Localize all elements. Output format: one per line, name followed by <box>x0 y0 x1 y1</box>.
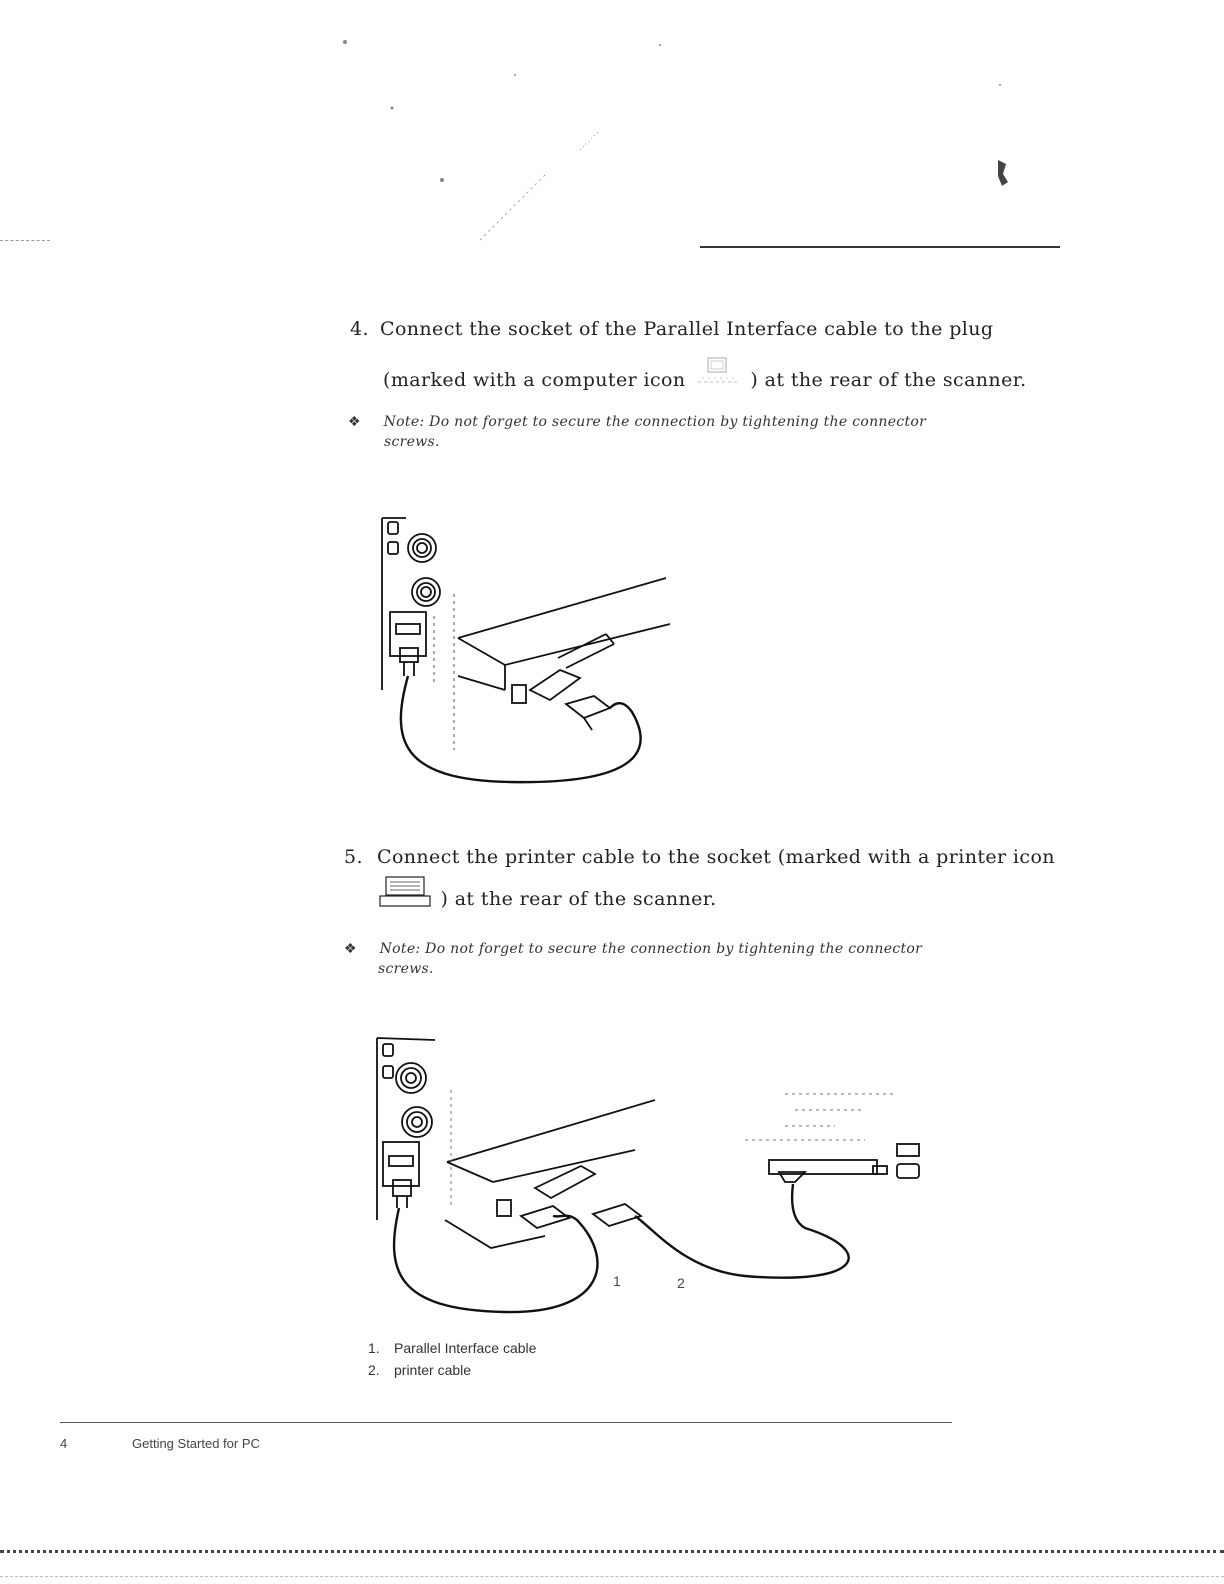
note-bullet-icon: ❖ <box>344 941 357 957</box>
step-text-line1: Connect the socket of the Parallel Interface cable to the plug <box>380 318 994 340</box>
step-5 <box>344 846 1055 868</box>
legend-label: Parallel Interface cable <box>394 1340 537 1356</box>
legend-number: 2. <box>368 1362 380 1378</box>
legend-item <box>368 1340 536 1362</box>
step-number: 5. <box>344 846 363 868</box>
step-number: 4. <box>350 318 369 340</box>
figure-scanner-pc-connection <box>370 500 690 800</box>
figure-scanner-pc-printer-connection <box>365 1030 945 1330</box>
step-text-line2-after: ) at the rear of the scanner. <box>440 888 717 910</box>
step-text-line2-after: ) at the rear of the scanner. <box>750 369 1027 391</box>
figure-legend <box>368 1340 536 1384</box>
scan-speckles <box>0 0 1224 260</box>
step-4 <box>350 318 993 340</box>
note-text-line1: Note: Do not forget to secure the connection by tightening the connector <box>379 941 923 957</box>
step-5-line2 <box>378 876 717 912</box>
footer-title: Getting Started for PC <box>132 1436 260 1451</box>
computer-icon <box>692 356 744 390</box>
note-text-line1: Note: Do not forget to secure the connection by tightening the connector <box>383 414 927 430</box>
note-1 <box>348 414 926 430</box>
note-2 <box>344 941 922 957</box>
printer-icon <box>378 874 434 910</box>
note-2-line2: screws. <box>378 961 434 977</box>
page-number: 4 <box>60 1436 68 1451</box>
legend-item <box>368 1362 536 1384</box>
step-text-line2-before: (marked with a computer icon <box>383 369 686 391</box>
legend-number: 1. <box>368 1340 380 1356</box>
note-1-line2: screws. <box>384 434 440 450</box>
step-text-line1: Connect the printer cable to the socket (marked with a printer icon <box>377 846 1055 868</box>
note-bullet-icon: ❖ <box>348 414 361 430</box>
step-4-line2 <box>383 364 1027 398</box>
legend-label: printer cable <box>394 1362 472 1378</box>
callout-2-label: 2 <box>677 1275 685 1291</box>
scan-edge <box>0 1550 1224 1553</box>
scan-edge-faint <box>0 1576 1224 1577</box>
callout-1-label: 1 <box>613 1273 621 1289</box>
footer-rule <box>60 1422 952 1423</box>
